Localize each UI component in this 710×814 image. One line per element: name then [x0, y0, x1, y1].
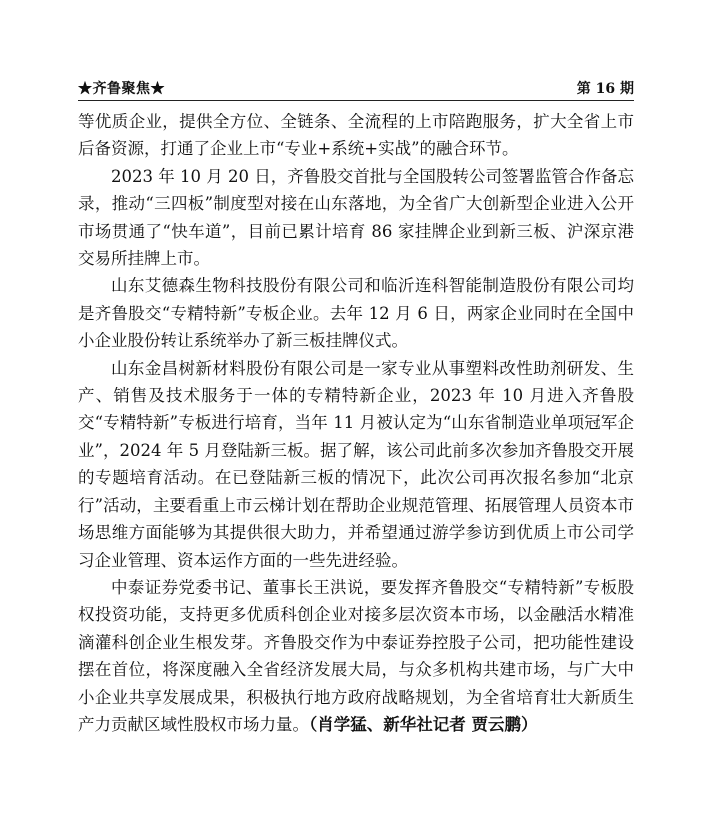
- article-body: [78, 108, 634, 738]
- paragraph-memorandum: 2023 年 10 月 20 日，齐鲁股交首批与全国股转公司签署监管合作备忘录，推动“三四板”制度型对接在山东落地，为全省广大创新型企业进入公开市场贯通了“快车道”，目前已累计培育 86 家挂牌企业到新三板、沪深京港交易所挂牌上市。: [78, 166, 634, 269]
- statement-text: 中泰证券党委书记、董事长王洪说，要发挥齐鲁股交“专精特新”专板股权投资功能，支持更多优质科创企业对接多层次资本市场，以金融活水精准滴灌科创企业生根发芽。齐鲁股交作为中泰证券控股子公司，把功能性建设摆在首位，将深度融入全省经济发展大局，与众多机构共建市场，与广大中小企业共享发展成果，积极执行地方政府战略规划，为全省培育壮大新质生产力贡献区域性股权市场力量。: [78, 577, 634, 734]
- byline: （肖学猛、新华社记者 贾云鹏）: [309, 714, 538, 734]
- issue-number: 第 16 期: [576, 81, 634, 97]
- paragraph-jinchangshu: 山东金昌树新材料股份有限公司是一家专业从事塑料改性助剂研发、生产、销售及技术服务于一体的专精特新企业，2023 年 10 月进入齐鲁股交“专精特新”专板进行培育，当年 11 月被认定为“山东省制造业单项冠军企业”，2024 年 5 月登陆新三板。据了解，该公司此前多次参加齐鲁股交开展的专题培育活动。在已登陆新三板的情况下，此次公司再次报名参加“北京行”活动，主要看重上市云梯计划在帮助企业规范管理、拓展管理人员资本市场思维方面能够为其提供很大助力，并希望通过游学参访到优质上市公司学习企业管理、资本运作方面的一些先进经验。: [78, 358, 634, 570]
- page-header: [78, 78, 634, 101]
- paragraph-listed-companies: 山东艾德森生物科技股份有限公司和临沂连科智能制造股份有限公司均是齐鲁股交“专精特新”专板企业。去年 12 月 6 日，两家企业同时在全国中小企业股份转让系统举办了新三板挂牌仪式。: [78, 276, 634, 351]
- paragraph-continued: 等优质企业，提供全方位、全链条、全流程的上市陪跑服务，扩大全省上市后备资源，打通了企业上市“专业+系统+实战”的融合环节。: [78, 112, 634, 159]
- paragraph-zhongtai-statement: [78, 574, 634, 738]
- section-title: ★齐鲁聚焦★: [78, 81, 165, 97]
